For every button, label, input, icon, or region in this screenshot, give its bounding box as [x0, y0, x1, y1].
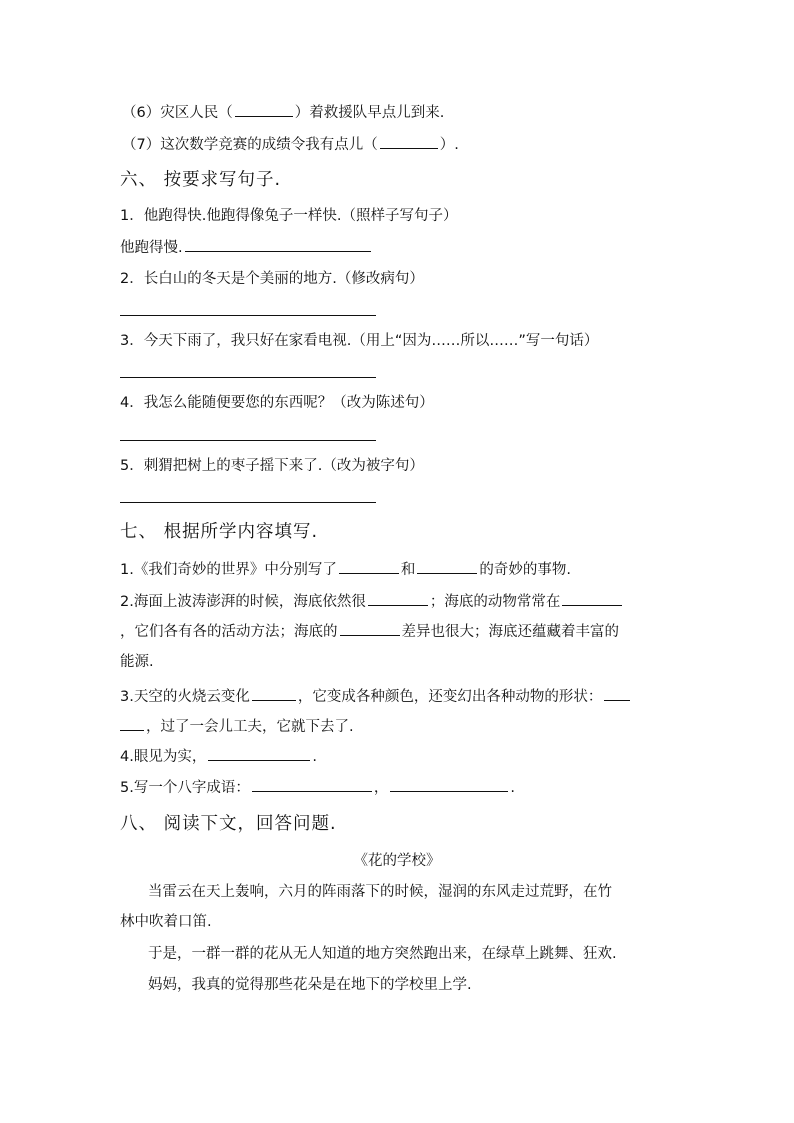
section7-q1-text-c: 的奇妙的事物. [479, 562, 571, 578]
section6-q1-answer-line[interactable] [185, 237, 371, 252]
section6-q5-answer-line[interactable] [120, 502, 376, 503]
section6-q3: 3．今天下雨了，我只好在家看电视.（用上“因为……所以……”写一句话） [120, 333, 599, 349]
section7-q2-line3: 能源. [120, 654, 154, 670]
section7-q2-text-a: 2.海面上波涛澎湃的时候，海底依然很 [120, 594, 366, 610]
item7-text-before: （7）这次数学竞赛的成绩令我有点儿（ [122, 137, 378, 153]
item7-blank[interactable] [380, 134, 438, 149]
section7-q2-blank-1[interactable] [368, 591, 428, 606]
section7-q5-text-a: 5.写一个八字成语： [120, 780, 250, 796]
section7-q1-blank-1[interactable] [339, 559, 399, 574]
section6-q1-answer-row [120, 237, 373, 258]
section7-q3-blank-2b[interactable] [120, 716, 144, 731]
section6-q3-answer-line[interactable] [120, 377, 376, 378]
passage-paragraph-2: 于是，一群一群的花从无人知道的地方突然跑出来，在绿草上跳舞、狂欢. [148, 946, 617, 962]
section7-q5-text-c: . [510, 780, 515, 796]
passage-paragraph-1-line-1: 当雷云在天上轰响，六月的阵雨落下的时候，湿润的东风走过荒野，在竹 [148, 884, 612, 900]
section7-q5-blank-2[interactable] [390, 777, 508, 792]
section7-q3-text-c: ，过了一会儿工夫，它就下去了. [146, 719, 354, 735]
section7-q3-blank-2a[interactable] [604, 686, 630, 701]
section6-q4-answer-line[interactable] [120, 440, 376, 441]
question-item-7 [122, 134, 459, 155]
section6-q1: 1．他跑得快.他跑得像兔子一样快.（照样子写句子） [120, 208, 458, 224]
section7-q5 [120, 777, 515, 798]
passage-paragraph-3: 妈妈，我真的觉得那些花朵是在地下的学校里上学. [148, 977, 472, 993]
section7-q1-text-a: 1.《我们奇妙的世界》中分别写了 [120, 562, 337, 578]
section7-q2-text-b: ；海底的动物常常在 [429, 594, 561, 610]
section7-q4-text-a: 4.眼见为实， [120, 749, 207, 765]
section8-heading: 八、 阅读下文，回答问题. [120, 814, 337, 834]
section7-q2-blank-2[interactable] [562, 591, 622, 606]
passage-paragraph-1-line-2: 林中吹着口笛. [120, 914, 212, 930]
section6-q5: 5．刺猬把树上的枣子摇下来了.（改为被字句） [120, 458, 424, 474]
section7-q2-text-c: ，它们各有各的活动方法；海底的 [120, 624, 338, 640]
section6-q2: 2．长白山的冬天是个美丽的地方.（修改病句） [120, 271, 424, 287]
question-item-6 [122, 102, 444, 123]
section7-q3-text-b: ，它变成各种颜色，还变幻出各种动物的形状： [297, 689, 603, 705]
section7-q4 [120, 746, 317, 767]
section6-heading: 六、 按要求写句子. [120, 170, 282, 190]
item6-text-after: ）着救援队早点儿到来. [294, 105, 445, 121]
section7-q5-text-b: ， [373, 780, 389, 796]
item6-text-before: （6）灾区人民（ [122, 105, 233, 121]
section6-q2-answer-line[interactable] [120, 315, 376, 316]
section7-q1 [120, 559, 571, 580]
section7-q3-line1 [120, 686, 632, 707]
section7-q2-line2 [120, 621, 619, 642]
section6-q4: 4．我怎么能随便要您的东西呢？（改为陈述句） [120, 395, 434, 411]
item6-blank[interactable] [235, 102, 293, 117]
section6-q1-prompt: 他跑得慢. [120, 240, 183, 256]
section7-q2-blank-3[interactable] [340, 621, 400, 636]
section7-q3-line2 [120, 716, 354, 737]
item7-text-after: ）. [439, 137, 459, 153]
passage-title: 《花的学校》 [353, 853, 441, 869]
section7-q2-text-d: 差异也很大；海底还蕴藏着丰富的 [401, 624, 619, 640]
section7-q5-blank-1[interactable] [252, 777, 372, 792]
section7-q4-text-b: . [312, 749, 317, 765]
section7-q3-blank-1[interactable] [252, 686, 296, 701]
section7-heading: 七、 根据所学内容填写. [120, 522, 319, 542]
section7-q4-blank[interactable] [208, 746, 310, 761]
section7-q3-text-a: 3.天空的火烧云变化 [120, 689, 250, 705]
section7-q2-line1 [120, 591, 624, 612]
section7-q1-blank-2[interactable] [417, 559, 477, 574]
section7-q1-text-b: 和 [400, 562, 416, 578]
